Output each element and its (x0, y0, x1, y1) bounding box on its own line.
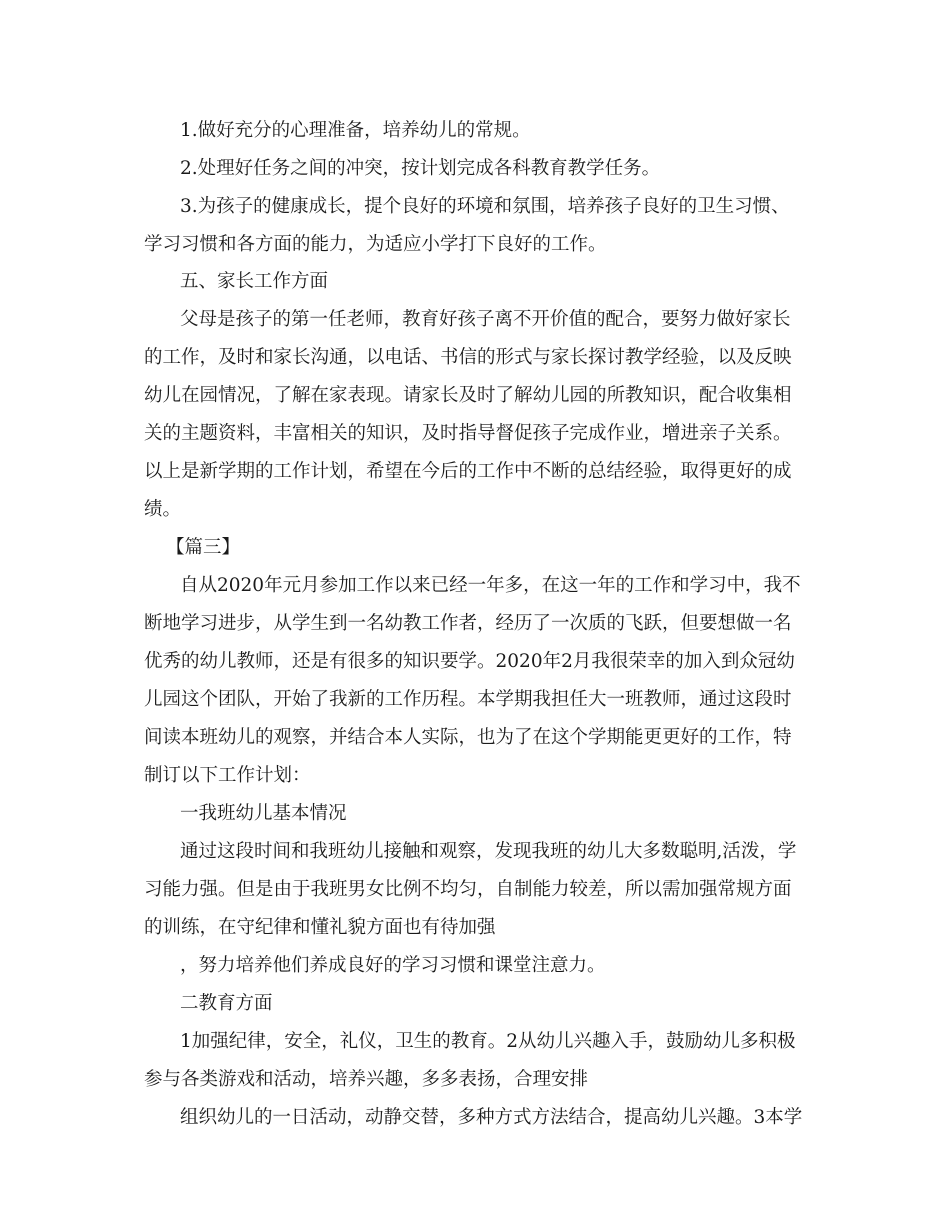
paragraph-line: 以上是新学期的工作计划，希望在今后的工作中不断的总结经验，取得更好的成 (144, 461, 792, 482)
list-item-2: 2.处理好任务之间的冲突，按计划完成各科教育教学任务。 (180, 158, 661, 179)
section-heading: 五、家长工作方面 (180, 271, 329, 292)
section-heading: 二教育方面 (180, 993, 273, 1014)
paragraph-line: 1加强纪律，安全，礼仪，卫生的教育。2从幼儿兴趣入手，鼓励幼儿多积极 (180, 1031, 796, 1052)
list-item-3: 3.为孩子的健康成长，提个良好的环境和氛围，培养孩子良好的卫生习惯、 (180, 196, 790, 217)
paragraph-line: ，努力培养他们养成良好的学习习惯和课堂注意力。 (180, 955, 606, 976)
list-item-1: 1.做好充分的心理准备，培养幼儿的常规。 (180, 120, 531, 141)
part-heading: 【篇三】 (166, 537, 241, 558)
list-item-3-cont: 学习习惯和各方面的能力，为适应小学打下良好的工作。 (144, 234, 607, 255)
paragraph-line: 优秀的幼儿教师，还是有很多的知识要学。2020年2月我很荣幸的加入到众冠幼 (144, 651, 795, 672)
paragraph-line: 制订以下工作计划： (144, 765, 311, 786)
paragraph-line: 通过这段时间和我班幼儿接触和观察，发现我班的幼儿大多数聪明,活泼，学 (180, 841, 797, 862)
paragraph-line: 关的主题资料，丰富相关的知识，及时指导督促孩子完成作业，增进亲子关系。 (144, 423, 792, 444)
paragraph-line: 儿园这个团队，开始了我新的工作历程。本学期我担任大一班教师，通过这段时 (144, 689, 792, 710)
paragraph-line: 参与各类游戏和活动，培养兴趣，多多表扬，合理安排 (144, 1069, 589, 1090)
paragraph-line: 绩。 (144, 499, 182, 520)
paragraph-line: 父母是孩子的第一任老师，教育好孩子离不开价值的配合，要努力做好家长 (180, 309, 791, 330)
section-heading: 一我班幼儿基本情况 (180, 803, 347, 824)
paragraph-line: 幼儿在园情况，了解在家表现。请家长及时了解幼儿园的所教知识，配合收集相 (144, 385, 792, 406)
paragraph-line: 习能力强。但是由于我班男女比例不均匀，自制能力较差，所以需加强常规方面 (144, 879, 792, 900)
paragraph-line: 的训练，在守纪律和懂礼貌方面也有待加强 (144, 917, 496, 938)
paragraph-line: 间读本班幼儿的观察，并结合本人实际，也为了在这个学期能更更好的工作，特 (144, 727, 792, 748)
paragraph-line: 的工作，及时和家长沟通，以电话、书信的形式与家长探讨教学经验，以及反映 (144, 347, 792, 368)
paragraph-line: 断地学习进步，从学生到一名幼教工作者，经历了一次质的飞跃，但要想做一名 (144, 613, 792, 634)
paragraph-line: 组织幼儿的一日活动，动静交替，多种方式方法结合，提高幼儿兴趣。3本学 (180, 1107, 803, 1128)
paragraph-line: 自从2020年元月参加工作以来已经一年多，在这一年的工作和学习中，我不 (180, 575, 801, 596)
